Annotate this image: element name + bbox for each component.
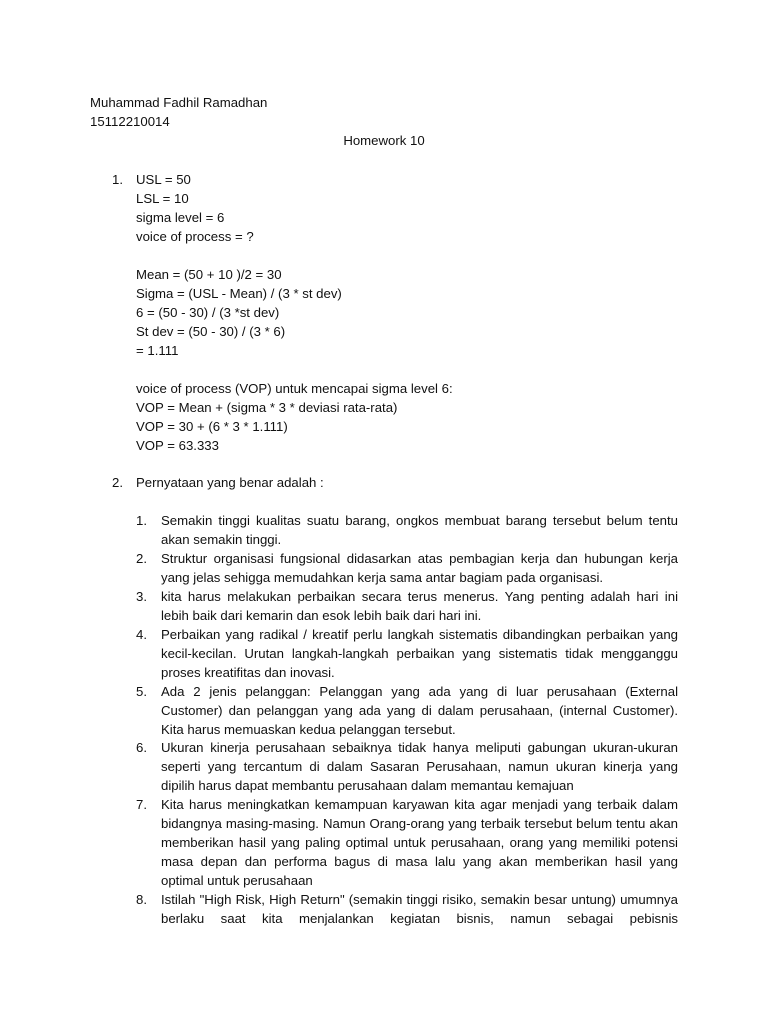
- list-item: Perbaikan yang radikal / kreatif perlu langkah sistematis dibandingkan perbaikan yang kecil-kecilan. Urutan langkah-langkah perbaikan yang sistematis tidak mengganggu proses kreatifitas dan inovasi.: [161, 627, 678, 680]
- q1-line: St dev = (50 - 30) / (3 * 6): [136, 324, 286, 339]
- q1-line: VOP = 30 + (6 * 3 * 1.111): [136, 419, 288, 434]
- list-item-number: 6.: [136, 740, 147, 755]
- student-id: 15112210014: [90, 114, 170, 129]
- q1-line: VOP = 63.333: [136, 438, 219, 453]
- list-item-number: 2.: [136, 551, 147, 566]
- list-item-number: 4.: [136, 627, 147, 642]
- list-item-number: 5.: [136, 684, 147, 699]
- q1-line: sigma level = 6: [136, 210, 225, 225]
- q1-line: voice of process (VOP) untuk mencapai sigma level 6:: [136, 381, 453, 396]
- list-item-number: 1.: [136, 513, 147, 528]
- list-item: Struktur organisasi fungsional didasarkan atas pembagian kerja dan hubungan kerja yang jelas sehigga memudahkan kerja sama antar bagiam pada organisasi.: [161, 551, 678, 585]
- list-item-number: 7.: [136, 797, 147, 812]
- list-item: Kita harus meningkatkan kemampuan karyawan kita agar menjadi yang terbaik dalam bidangnya masing-masing. Namun Orang-orang yang terbaik tersebut belum tentu akan memberikan hasil yang paling optimal untuk perusahaan, orang yang memiliki potensi masa depan dan performa bagus di masa lalu yang akan memberikan hasil yang optimal untuk perusahaan: [161, 797, 678, 888]
- list-item-number: 8.: [136, 892, 147, 907]
- q1-line: 6 = (50 - 30) / (3 *st dev): [136, 305, 280, 320]
- question-number: 2.: [112, 475, 123, 490]
- q1-line: Mean = (50 + 10 )/2 = 30: [136, 267, 282, 282]
- q1-line: LSL = 10: [136, 191, 189, 206]
- list-item: Istilah "High Risk, High Return" (semakin tinggi risiko, semakin besar untung) umumnya berlaku saat kita menjalankan kegiatan bisnis, namun sebagai pebisnis: [161, 892, 678, 926]
- author-name: Muhammad Fadhil Ramadhan: [90, 95, 268, 110]
- list-item: Ada 2 jenis pelanggan: Pelanggan yang ada yang di luar perusahaan (External Customer) dan pelanggan yang ada yang di dalam perusahaan, (internal Customer). Kita harus memuaskan kedua pelanggan tersebut.: [161, 684, 678, 737]
- q1-line: = 1.111: [136, 343, 179, 358]
- q1-line: VOP = Mean + (sigma * 3 * deviasi rata-rata): [136, 400, 398, 415]
- document-title: Homework 10: [343, 133, 425, 148]
- q1-line: Sigma = (USL - Mean) / (3 * st dev): [136, 286, 342, 301]
- q1-line: USL = 50: [136, 172, 191, 187]
- q2-intro: Pernyataan yang benar adalah :: [136, 475, 324, 490]
- list-item: Ukuran kinerja perusahaan sebaiknya tidak hanya meliputi gabungan ukuran-ukuran seperti yang tercantum di dalam Sasaran Perusahaan, namun ukuran kinerja yang dipilih harus dapat membantu perusahaan dalam memantau kemajuan: [161, 740, 678, 793]
- list-item: kita harus melakukan perbaikan secara terus menerus. Yang penting adalah hari ini lebih baik dari kemarin dan esok lebih baik dari hari ini.: [161, 589, 678, 623]
- question-number: 1.: [112, 172, 123, 187]
- q1-line: voice of process = ?: [136, 229, 254, 244]
- list-item: Semakin tinggi kualitas suatu barang, ongkos membuat barang tersebut belum tentu akan semakin tinggi.: [161, 513, 678, 547]
- list-item-number: 3.: [136, 589, 147, 604]
